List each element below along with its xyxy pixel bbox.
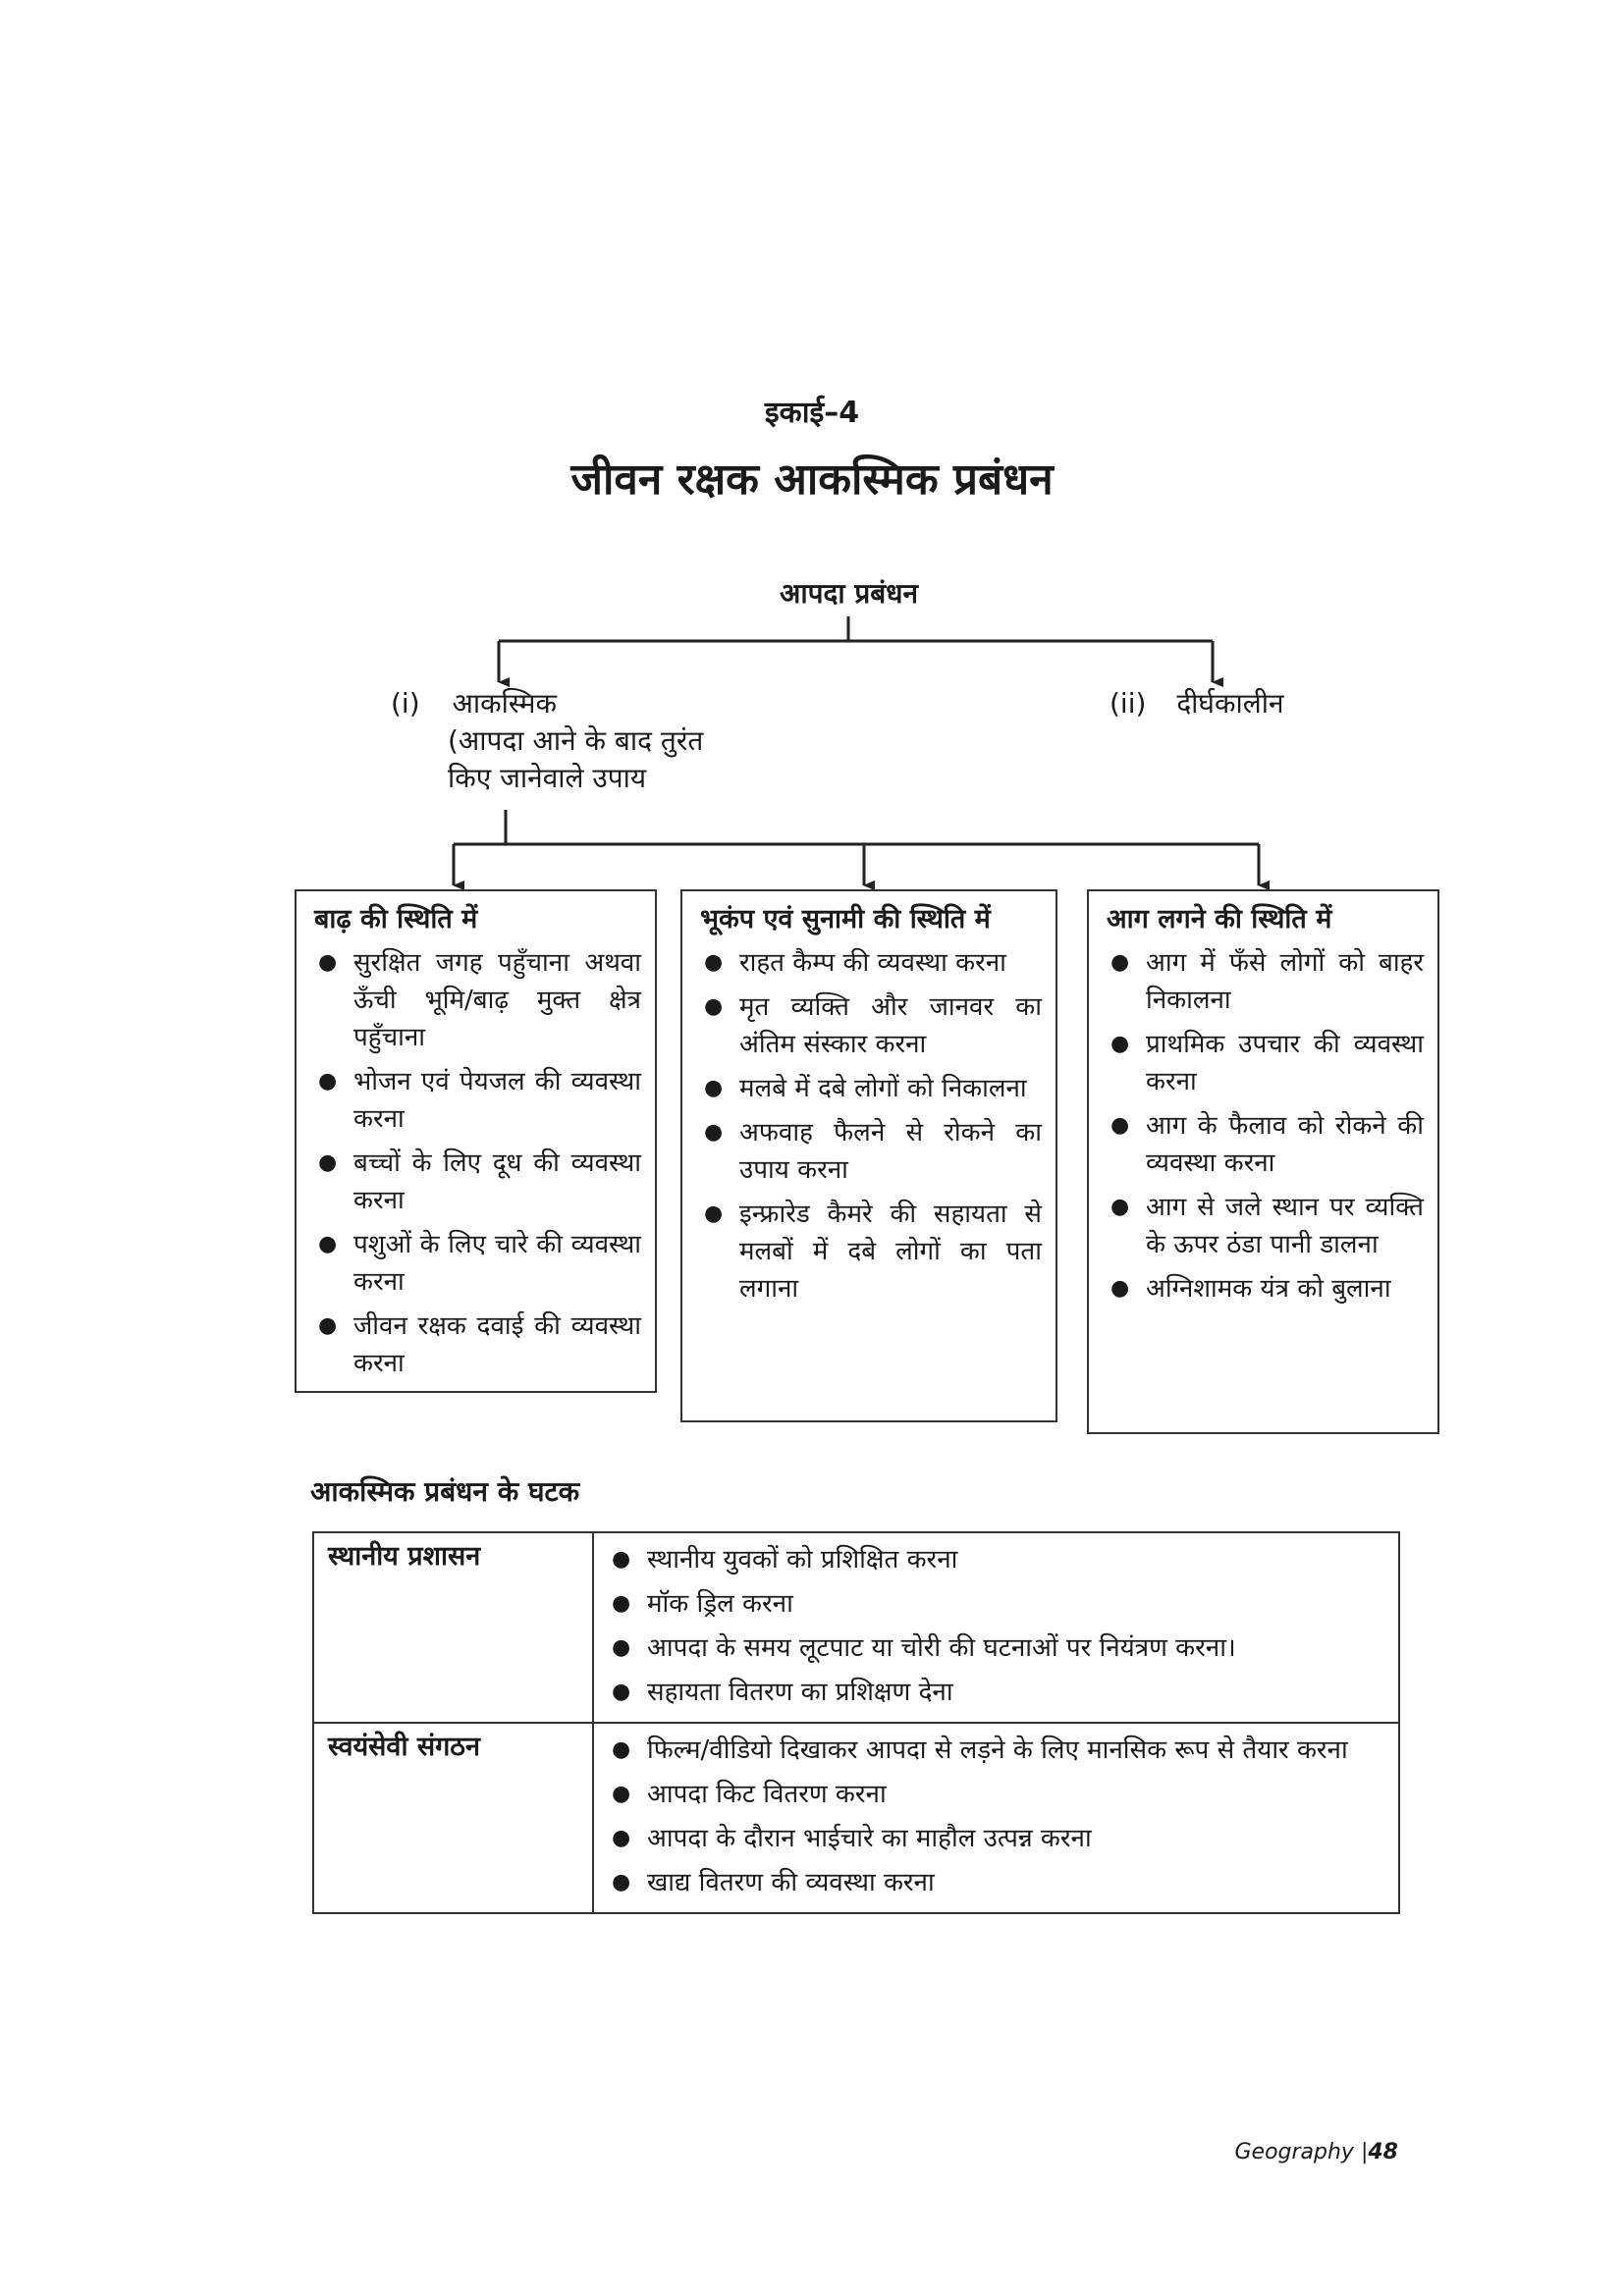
fire-box xyxy=(1087,889,1439,1434)
bullet-icon: ● xyxy=(612,1870,631,1895)
list-item: ● आपदा के दौरान भाईचारे का माहौल उत्पन्न करना xyxy=(608,1820,1375,1857)
footer-subject: Geography xyxy=(1234,2140,1354,2164)
bullet-icon: ● xyxy=(612,1737,631,1762)
row-label: स्वयंसेवी संगठन xyxy=(313,1723,593,1913)
table-row xyxy=(313,1532,1399,1723)
footer-separator: | xyxy=(1360,2140,1369,2164)
section-heading: आकस्मिक प्रबंधन के घटक xyxy=(310,1475,580,1508)
bullet-icon: ● xyxy=(704,994,724,1019)
branch-number: (ii) xyxy=(1110,687,1147,720)
list-item: ● आपदा के समय लूटपाट या चोरी की घटनाओं पर नियंत्रण करना। xyxy=(608,1629,1375,1667)
list-item: ● अफवाह फैलने से रोकने का उपाय करना xyxy=(700,1114,1042,1189)
list-item: ● आग के फैलाव को रोकने की व्यवस्था करना xyxy=(1107,1107,1424,1182)
page-footer xyxy=(1234,2140,1398,2164)
list-item: ● आग से जले स्थान पर व्यक्ति के ऊपर ठंडा पानी डालना xyxy=(1107,1189,1424,1263)
list-item: ● सहायता वितरण का प्रशिक्षण देना xyxy=(608,1674,1375,1711)
list-item: ● स्थानीय युवकों को प्रशिक्षित करना xyxy=(608,1541,1375,1578)
list-item: ● बच्चों के लिए दूध की व्यवस्था करना xyxy=(314,1145,641,1219)
bullet-icon: ● xyxy=(318,1313,338,1338)
branch-label: दीर्घकालीन xyxy=(1176,687,1284,720)
list-item: ● इन्फ्रारेड कैमरे की सहायता से मलबों में दबे लोगों का पता लगाना xyxy=(700,1196,1042,1308)
list-item: ● प्राथमिक उपचार की व्यवस्था करना xyxy=(1107,1026,1424,1100)
list-item: ● मलबे में दबे लोगों को निकालना xyxy=(700,1070,1042,1107)
box-heading: भूकंप एवं सुनामी की स्थिति में xyxy=(700,904,991,934)
bullet-icon: ● xyxy=(612,1826,631,1850)
components-table xyxy=(312,1531,1400,1914)
bullet-icon: ● xyxy=(1110,1113,1130,1138)
bullet-icon: ● xyxy=(612,1782,631,1806)
bullet-icon: ● xyxy=(612,1547,631,1572)
bullet-icon: ● xyxy=(1110,1195,1130,1219)
list-item: ● आग में फँसे लोगों को बाहर निकालना xyxy=(1107,944,1424,1019)
bullet-icon: ● xyxy=(612,1635,631,1660)
table-row xyxy=(313,1723,1399,1913)
bullet-icon: ● xyxy=(318,1232,338,1256)
bullet-icon: ● xyxy=(704,1201,724,1226)
list-item: ● मृत व्यक्ति और जानवर का अंतिम संस्कार करना xyxy=(700,988,1042,1063)
row-label: स्थानीय प्रशासन xyxy=(313,1532,593,1723)
list-item: ● आपदा किट वितरण करना xyxy=(608,1776,1375,1813)
branch-note-line2: किए जानेवाले उपाय xyxy=(448,762,647,794)
unit-label: इकाई–4 xyxy=(764,396,860,430)
bullet-icon: ● xyxy=(1110,1276,1130,1301)
bullet-icon: ● xyxy=(1110,1032,1130,1056)
list-item: ● जीवन रक्षक दवाई की व्यवस्था करना xyxy=(314,1308,641,1382)
chart-root: आपदा प्रबंधन xyxy=(779,577,919,610)
list-item: ● पशुओं के लिए चारे की व्यवस्था करना xyxy=(314,1226,641,1301)
page-title: जीवन रक्षक आकस्मिक प्रबंधन xyxy=(570,454,1054,505)
branch-long-term xyxy=(1110,685,1284,722)
bullet-icon: ● xyxy=(704,950,724,975)
box-heading: बाढ़ की स्थिति में xyxy=(314,904,478,934)
list-item: ● खाद्य वितरण की व्यवस्था करना xyxy=(608,1864,1375,1901)
flood-box xyxy=(295,889,657,1393)
branch-label: आकस्मिक xyxy=(452,687,558,720)
branch-note-line1: (आपदा आने के बाद तुरंत xyxy=(448,724,704,757)
branch-immediate xyxy=(391,685,703,797)
list-item: ● भोजन एवं पेयजल की व्यवस्था करना xyxy=(314,1063,641,1138)
earthquake-box xyxy=(680,889,1057,1422)
row-items xyxy=(593,1532,1399,1723)
list-item: ● सुरक्षित जगह पहुँचाना अथवा ऊँची भूमि/बाढ़ मुक्त क्षेत्र पहुँचाना xyxy=(314,944,641,1056)
bullet-icon: ● xyxy=(612,1591,631,1616)
bullet-icon: ● xyxy=(318,950,338,975)
branch-number: (i) xyxy=(391,687,420,720)
box-heading: आग लगने की स्थिति में xyxy=(1107,904,1332,934)
bullet-icon: ● xyxy=(612,1680,631,1704)
bullet-icon: ● xyxy=(1110,950,1130,975)
list-item: ● फिल्म/वीडियो दिखाकर आपदा से लड़ने के लिए मानसिक रूप से तैयार करना xyxy=(608,1732,1375,1769)
bullet-icon: ● xyxy=(704,1076,724,1100)
list-item: ● अग्निशामक यंत्र को बुलाना xyxy=(1107,1270,1424,1308)
page-number: 48 xyxy=(1368,2140,1398,2164)
list-item: ● राहत कैम्प की व्यवस्था करना xyxy=(700,944,1042,982)
bullet-icon: ● xyxy=(704,1120,724,1145)
row-items xyxy=(593,1723,1399,1913)
bullet-icon: ● xyxy=(318,1150,338,1175)
list-item: ● मॉक ड्रिल करना xyxy=(608,1585,1375,1623)
bullet-icon: ● xyxy=(318,1069,338,1094)
